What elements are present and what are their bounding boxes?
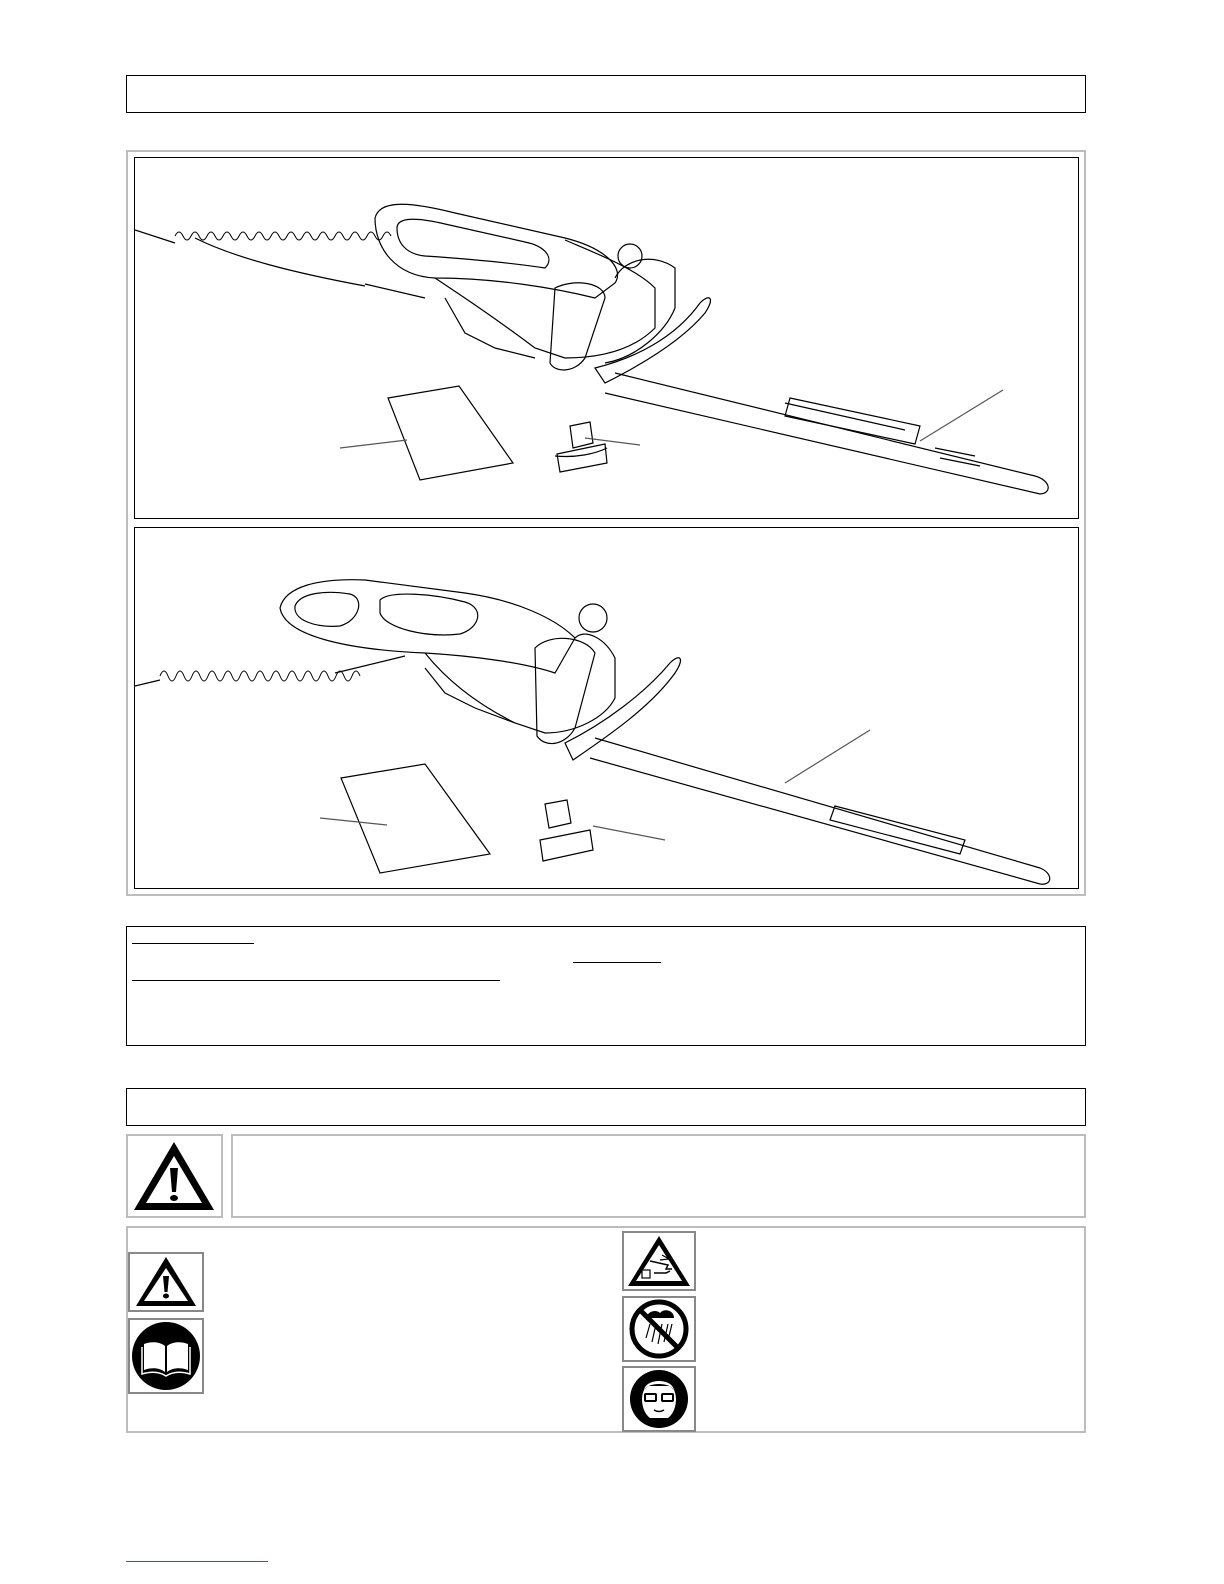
section-header-2	[126, 1088, 1086, 1126]
read-manual-icon	[130, 1320, 202, 1392]
symbol-read-manual	[128, 1318, 204, 1394]
top-illustration-panel	[134, 157, 1079, 519]
symbol-goggles	[622, 1366, 696, 1432]
symbol-unplug	[622, 1231, 696, 1291]
unplug-damaged-cable-icon	[624, 1233, 694, 1289]
warning-triangle-icon	[130, 1254, 202, 1310]
footer-link[interactable]	[126, 1556, 268, 1562]
hedge-trimmer-drawing-top	[135, 158, 1078, 518]
symbols-box	[126, 1226, 1086, 1433]
underline-1	[132, 943, 254, 944]
no-rain-icon	[624, 1298, 694, 1360]
underline-2	[573, 962, 661, 963]
bottom-illustration-panel	[134, 527, 1079, 889]
warning-text-box	[231, 1134, 1086, 1218]
info-box	[126, 926, 1086, 1046]
section-header-1	[126, 75, 1086, 113]
underline-3	[132, 980, 500, 981]
symbol-warning	[128, 1252, 204, 1312]
wear-goggles-icon	[624, 1368, 694, 1430]
symbol-no-rain	[622, 1296, 696, 1362]
warning-icon-box	[126, 1134, 223, 1218]
warning-triangle-icon	[128, 1136, 221, 1216]
hedge-trimmer-drawing-bottom	[135, 528, 1078, 888]
